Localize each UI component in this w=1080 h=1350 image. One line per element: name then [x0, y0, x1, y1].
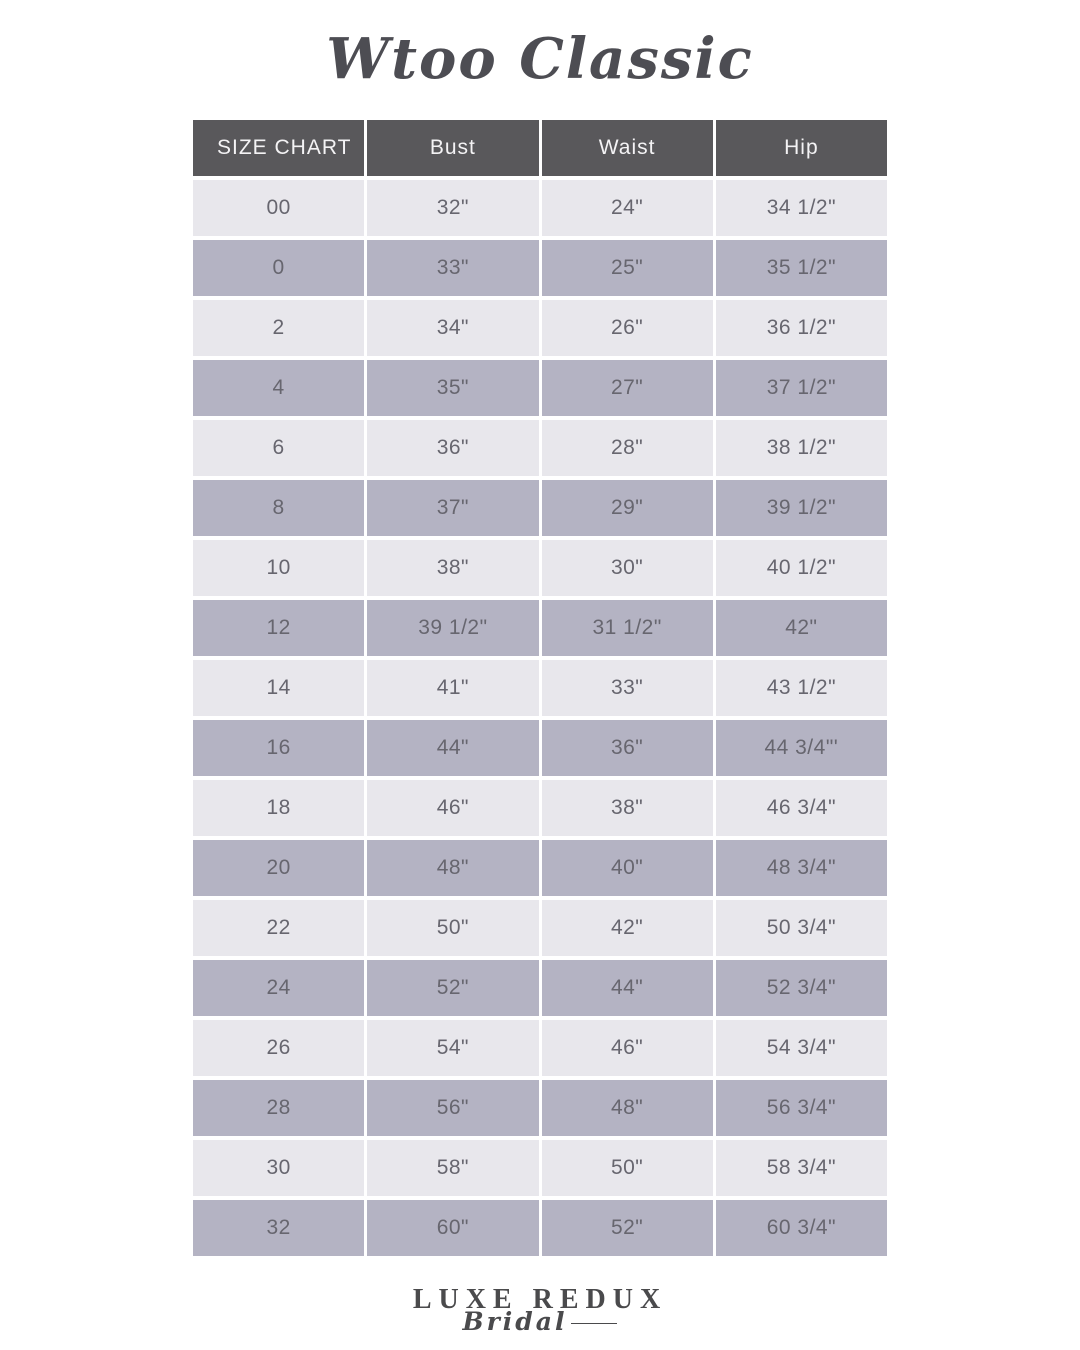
- size-cell: 0: [193, 240, 364, 296]
- header-cell-hip: Hip: [716, 120, 887, 176]
- table-row: [193, 540, 887, 596]
- table-row: [193, 480, 887, 536]
- bust-cell: 39 1/2": [367, 600, 538, 656]
- size-cell: 22: [193, 900, 364, 956]
- bust-cell: 48": [367, 840, 538, 896]
- table-row: [193, 720, 887, 776]
- bust-cell: 52": [367, 960, 538, 1016]
- header-cell-bust: Bust: [367, 120, 538, 176]
- waist-cell: 29": [542, 480, 713, 536]
- size-cell: 10: [193, 540, 364, 596]
- table-row: [193, 1080, 887, 1136]
- header-row: [193, 120, 887, 176]
- size-cell: 26: [193, 1020, 364, 1076]
- bust-cell: 34": [367, 300, 538, 356]
- waist-cell: 33": [542, 660, 713, 716]
- bust-cell: 60": [367, 1200, 538, 1256]
- hip-cell: 50 3/4": [716, 900, 887, 956]
- bust-cell: 54": [367, 1020, 538, 1076]
- table-row: [193, 1020, 887, 1076]
- hip-cell: 54 3/4": [716, 1020, 887, 1076]
- table-row: [193, 240, 887, 296]
- waist-cell: 27": [542, 360, 713, 416]
- size-cell: 4: [193, 360, 364, 416]
- hip-cell: 40 1/2": [716, 540, 887, 596]
- size-cell: 30: [193, 1140, 364, 1196]
- size-cell: 16: [193, 720, 364, 776]
- hip-cell: 35 1/2": [716, 240, 887, 296]
- waist-cell: 46": [542, 1020, 713, 1076]
- header-cell-size-chart: SIZE CHART: [193, 120, 364, 176]
- waist-cell: 24": [542, 180, 713, 236]
- waist-cell: 31 1/2": [542, 600, 713, 656]
- hip-cell: 44 3/4"': [716, 720, 887, 776]
- waist-cell: 52": [542, 1200, 713, 1256]
- page-title: Wtoo Classic: [326, 26, 754, 92]
- waist-cell: 42": [542, 900, 713, 956]
- size-chart-body: [193, 180, 887, 1256]
- waist-cell: 30": [542, 540, 713, 596]
- hip-cell: 60 3/4": [716, 1200, 887, 1256]
- hip-cell: 52 3/4": [716, 960, 887, 1016]
- bust-cell: 36": [367, 420, 538, 476]
- size-cell: 32: [193, 1200, 364, 1256]
- size-cell: 20: [193, 840, 364, 896]
- size-cell: 24: [193, 960, 364, 1016]
- size-cell: 18: [193, 780, 364, 836]
- bust-cell: 32": [367, 180, 538, 236]
- hip-cell: 38 1/2": [716, 420, 887, 476]
- table-row: [193, 1200, 887, 1256]
- waist-cell: 26": [542, 300, 713, 356]
- table-row: [193, 300, 887, 356]
- table-row: [193, 1140, 887, 1196]
- size-cell: 00: [193, 180, 364, 236]
- size-cell: 6: [193, 420, 364, 476]
- header-cell-waist: Waist: [542, 120, 713, 176]
- bust-cell: 35": [367, 360, 538, 416]
- bust-cell: 41": [367, 660, 538, 716]
- table-row: [193, 180, 887, 236]
- hip-cell: 46 3/4": [716, 780, 887, 836]
- size-chart-table: [190, 116, 890, 1260]
- bust-cell: 46": [367, 780, 538, 836]
- hip-cell: 34 1/2": [716, 180, 887, 236]
- hip-cell: 36 1/2": [716, 300, 887, 356]
- size-cell: 2: [193, 300, 364, 356]
- brand-wordmark: LUXE REDUX: [412, 1284, 668, 1315]
- bust-cell: 58": [367, 1140, 538, 1196]
- hip-cell: 58 3/4": [716, 1140, 887, 1196]
- table-row: [193, 840, 887, 896]
- table-row: [193, 780, 887, 836]
- waist-cell: 38": [542, 780, 713, 836]
- hip-cell: 56 3/4": [716, 1080, 887, 1136]
- hip-cell: 48 3/4": [716, 840, 887, 896]
- size-cell: 14: [193, 660, 364, 716]
- size-cell: 12: [193, 600, 364, 656]
- footer-logo: [0, 1284, 1080, 1336]
- hip-cell: 37 1/2": [716, 360, 887, 416]
- waist-cell: 48": [542, 1080, 713, 1136]
- script-swash-line: [571, 1323, 617, 1325]
- brand-script: [0, 1307, 1080, 1336]
- table-row: [193, 660, 887, 716]
- table-row: [193, 420, 887, 476]
- brand-script-text: Bridal: [462, 1307, 568, 1336]
- hip-cell: 42": [716, 600, 887, 656]
- size-chart-header: [193, 120, 887, 176]
- hip-cell: 39 1/2": [716, 480, 887, 536]
- table-row: [193, 360, 887, 416]
- waist-cell: 28": [542, 420, 713, 476]
- waist-cell: 36": [542, 720, 713, 776]
- table-row: [193, 900, 887, 956]
- size-cell: 28: [193, 1080, 364, 1136]
- bust-cell: 56": [367, 1080, 538, 1136]
- size-cell: 8: [193, 480, 364, 536]
- bust-cell: 50": [367, 900, 538, 956]
- waist-cell: 25": [542, 240, 713, 296]
- bust-cell: 44": [367, 720, 538, 776]
- table-row: [193, 960, 887, 1016]
- bust-cell: 38": [367, 540, 538, 596]
- waist-cell: 50": [542, 1140, 713, 1196]
- waist-cell: 40": [542, 840, 713, 896]
- table-row: [193, 600, 887, 656]
- waist-cell: 44": [542, 960, 713, 1016]
- bust-cell: 37": [367, 480, 538, 536]
- hip-cell: 43 1/2": [716, 660, 887, 716]
- bust-cell: 33": [367, 240, 538, 296]
